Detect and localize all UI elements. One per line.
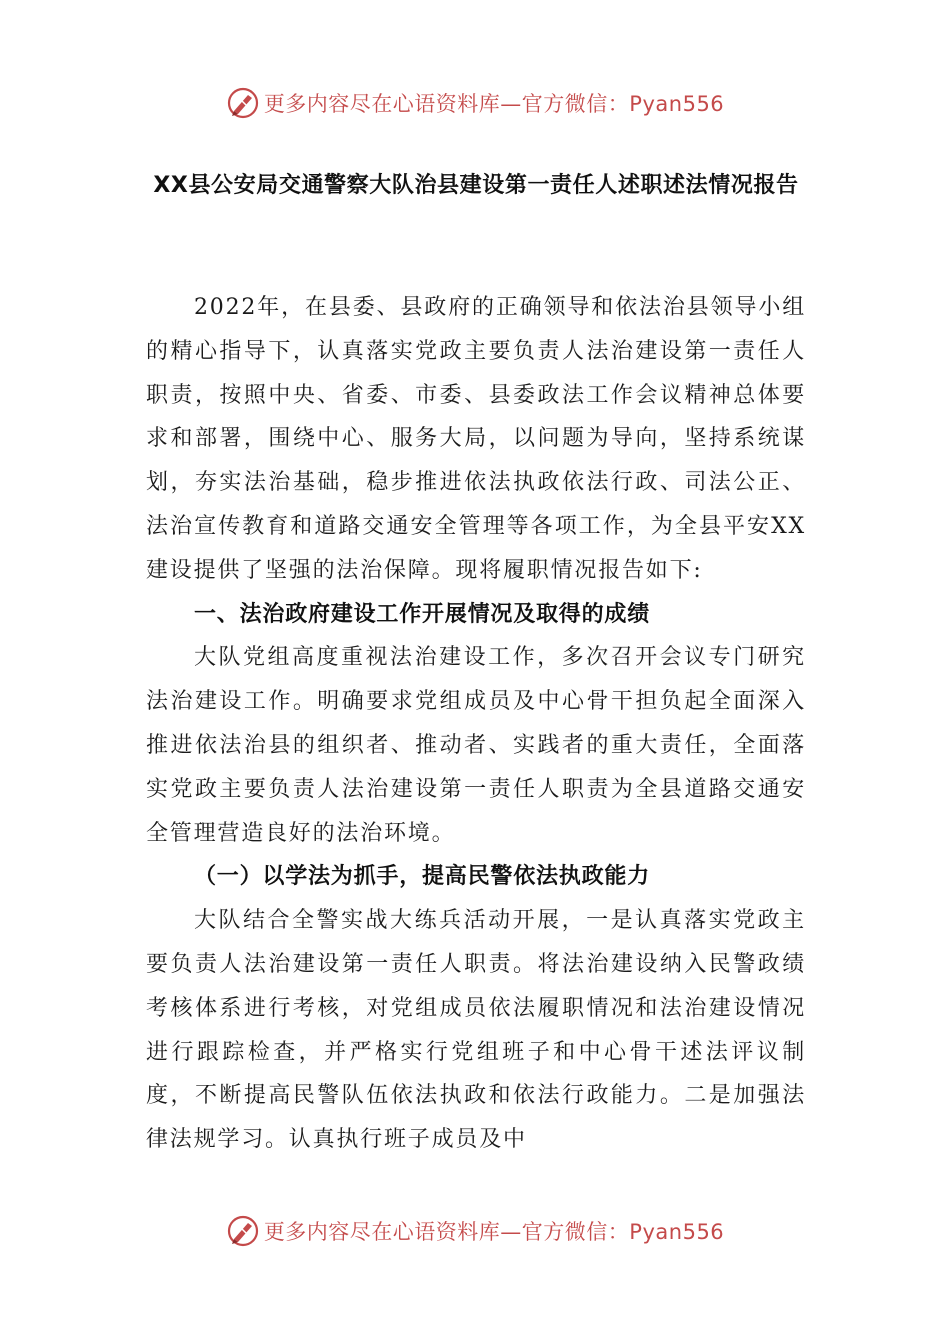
watermark-banner-bottom (0, 1209, 950, 1253)
subsection-heading: （一）以学法为抓手，提高民警依法执政能力 (194, 864, 651, 890)
section-heading: 一、法治政府建设工作开展情况及取得的成绩 (194, 601, 651, 627)
pen-logo-icon (226, 1214, 260, 1248)
watermark-text: 更多内容尽在心语资料库—官方微信：Pyan556 (263, 92, 725, 116)
body-paragraph: 大队党组高度重视法治建设工作，多次召开会议专门研究法治建设工作。明确要求党组成员及中心骨干担负起全面深入推进依法治县的组织者、推动者、实践者的重大责任，全面落实党政主要负责人法治建设第一责任人职责为全县道路交通安全管理营造良好的法治环境。 (146, 645, 806, 846)
watermark-text: 更多内容尽在心语资料库—官方微信：Pyan556 (263, 1220, 725, 1244)
body-paragraph: 大队结合全警实战大练兵活动开展，一是认真落实党政主要负责人法治建设第一责任人职责。将法治建设纳入民警政绩考核体系进行考核，对党组成员依法履职情况和法治建设情况进行跟踪检查，并严格实行党组班子和中心骨干述法评议制度，不断提高民警队伍依法执政和依法行政能力。二是加强法律法规学习。认真执行班子成员及中 (146, 908, 806, 1153)
document-body (146, 286, 806, 1162)
pen-logo-icon (226, 86, 260, 120)
watermark-banner-top (0, 81, 950, 125)
document-title: XX县公安局交通警察大队治县建设第一责任人述职述法情况报告 (153, 173, 799, 198)
intro-paragraph: 2022年，在县委、县政府的正确领导和依法治县领导小组的精心指导下，认真落实党政主要负责人法治建设第一责任人职责，按照中央、省委、市委、县委政法工作会议精神总体要求和部署，围绕中心、服务大局，以问题为导向，坚持系统谋划，夯实法治基础，稳步推进依法执政依法行政、司法公正、法治宣传教育和道路交通安全管理等各项工作，为全县平安XX建设提供了坚强的法治保障。现将履职情况报告如下: (146, 295, 806, 583)
